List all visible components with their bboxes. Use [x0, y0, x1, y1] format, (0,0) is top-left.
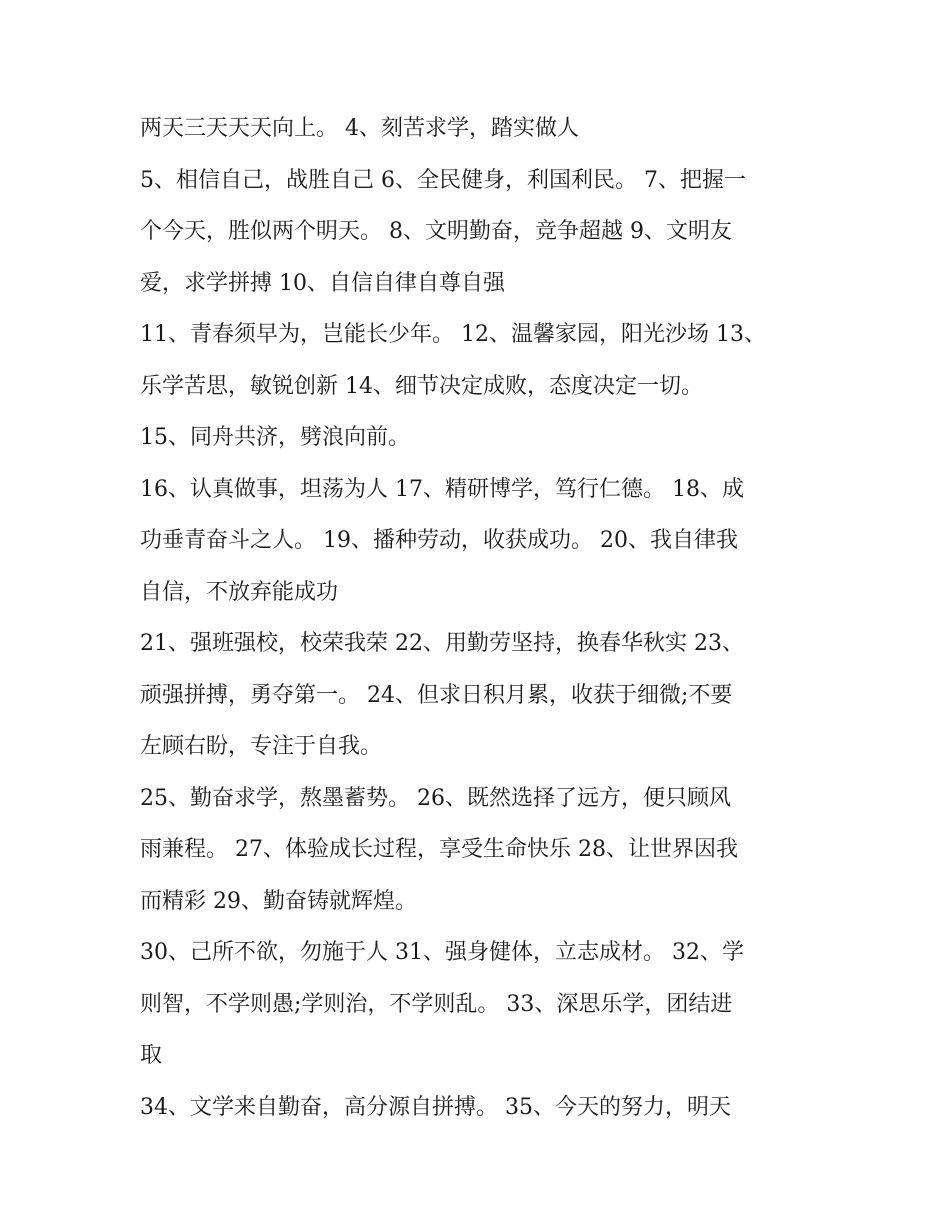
text-line: 自信，不放弃能成功 [140, 579, 339, 605]
text-line: 5、相信自己，战胜自己 6、全民健身，利国利民。 7、把握一 [140, 167, 746, 193]
text-line: 乐学苦思，敏锐创新 14、细节决定成败，态度决定一切。 [140, 373, 703, 399]
text-line: 顽强拼搏，勇夺第一。 24、但求日积月累，收获于细微;不要 [140, 682, 733, 708]
text-line: 16、认真做事，坦荡为人 17、精研博学，笃行仁德。 18、成 [140, 476, 744, 502]
text-line: 功垂青奋斗之人。 19、播种劳动，收获成功。 20、我自律我 [140, 528, 738, 553]
text-line: 34、文学来自勤奋，高分源自拼搏。 35、今天的努力，明天 [140, 1094, 731, 1120]
text-line: 11、青春须早为，岂能长少年。 12、温馨家园，阳光沙场 13、 [140, 322, 766, 347]
text-line: 雨兼程。 27、体验成长过程，享受生命快乐 28、让世界因我 [140, 837, 738, 862]
text-line: 30、己所不欲，勿施于人 31、强身健体，立志成材。 32、学 [140, 940, 744, 965]
text-line: 15、同舟共济，劈浪向前。 [140, 425, 410, 450]
text-line: 两天三天天天向上。 4、刻苦求学，踏实做人 [140, 116, 579, 141]
text-line: 而精彩 29、勤奋铸就辉煌。 [140, 888, 417, 914]
text-line: 取 [140, 1043, 163, 1068]
text-line: 左顾右盼，专注于自我。 [140, 734, 383, 759]
text-line: 21、强班强校，校荣我荣 22、用勤劳坚持，换春华秋实 23、 [140, 631, 744, 656]
document-body-text [140, 103, 840, 1133]
text-line: 25、勤奋求学，熬墨蓄势。 26、既然选择了远方，便只顾风 [140, 785, 731, 811]
text-line: 则智，不学则愚;学则治，不学则乱。 33、深思乐学，团结进 [140, 991, 733, 1017]
text-line: 爱，求学拼搏 10、自信自律自尊自强 [140, 270, 505, 296]
text-line: 个今天，胜似两个明天。 8、文明勤奋，竞争超越 9、文明友 [140, 219, 732, 244]
